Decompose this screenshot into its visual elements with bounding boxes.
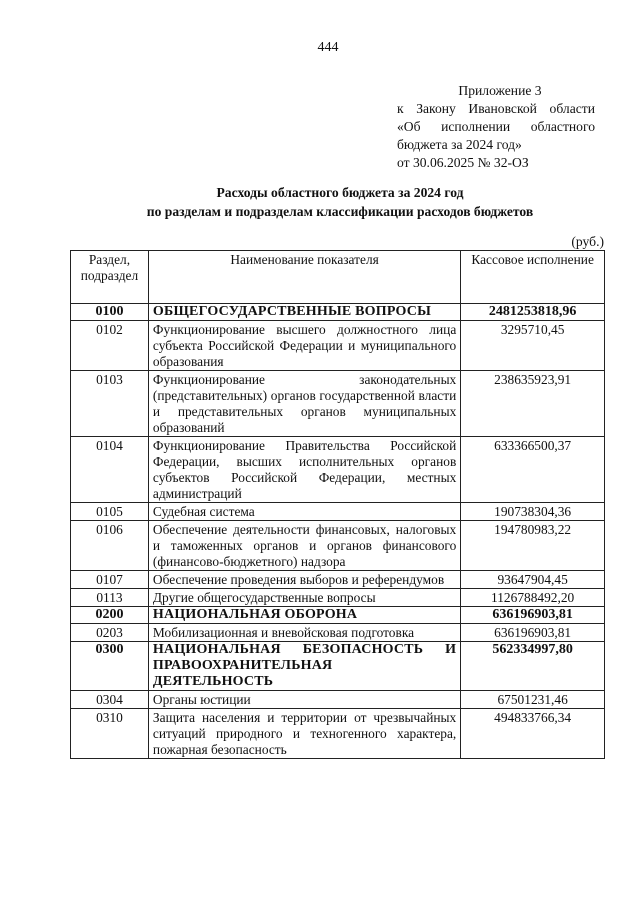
cell-name: Органы юстиции — [148, 691, 460, 709]
table-row — [71, 521, 605, 571]
cell-code: 0100 — [71, 304, 149, 321]
appendix-line: «Об исполнении областного — [397, 119, 595, 134]
table-row — [71, 437, 605, 503]
cell-name: НАЦИОНАЛЬНАЯ ОБОРОНА — [148, 607, 460, 624]
cell-code: 0105 — [71, 503, 149, 521]
page-number: 444 — [317, 40, 339, 55]
cell-name: Функционирование высшего должностного лица субъекта Российской Федерации и муниципального образования — [148, 321, 460, 371]
cell-code: 0203 — [71, 624, 149, 642]
cell-code: 0106 — [71, 521, 149, 571]
cell-amount: 194780983,22 — [461, 521, 605, 571]
table-row — [71, 709, 605, 759]
cell-name: Другие общегосударственные вопросы — [148, 589, 460, 607]
appendix-block — [397, 82, 595, 172]
cell-name: НАЦИОНАЛЬНАЯ БЕЗОПАСНОСТЬ И ПРАВООХРАНИТЕЛЬНАЯ ДЕЯТЕЛЬНОСТЬ — [148, 642, 460, 691]
table-section-row — [71, 642, 605, 691]
table-row — [71, 589, 605, 607]
appendix-line: бюджета за 2024 год» — [397, 137, 522, 152]
cell-amount: 633366500,37 — [461, 437, 605, 503]
cell-code: 0104 — [71, 437, 149, 503]
appendix-line: от 30.06.2025 № 32-ОЗ — [397, 155, 529, 170]
cell-amount: 238635923,91 — [461, 371, 605, 437]
title-line-2: по разделам и подразделам классификации расходов бюджетов — [146, 204, 534, 219]
cell-code: 0113 — [71, 589, 149, 607]
table-row — [71, 624, 605, 642]
cell-name: Обеспечение деятельности финансовых, налоговых и таможенных органов и органов финансового (финансово-бюджетного) надзора — [148, 521, 460, 571]
table-row — [71, 321, 605, 371]
header-name: Наименование показателя — [148, 251, 460, 304]
cell-amount: 1126788492,20 — [461, 589, 605, 607]
header-amount: Кассовое исполнение — [461, 251, 605, 304]
cell-amount: 636196903,81 — [461, 624, 605, 642]
cell-amount: 67501231,46 — [461, 691, 605, 709]
header-code: Раздел, подраздел — [71, 251, 149, 304]
cell-amount: 562334997,80 — [461, 642, 605, 691]
document-title — [60, 183, 620, 221]
unit-label: (руб.) — [571, 234, 604, 249]
cell-code: 0102 — [71, 321, 149, 371]
cell-amount: 93647904,45 — [461, 571, 605, 589]
cell-amount: 190738304,36 — [461, 503, 605, 521]
cell-amount: 494833766,34 — [461, 709, 605, 759]
cell-code: 0103 — [71, 371, 149, 437]
appendix-line: Приложение 3 — [458, 83, 542, 98]
table-header-row — [71, 251, 605, 304]
cell-code: 0200 — [71, 607, 149, 624]
cell-code: 0300 — [71, 642, 149, 691]
cell-name: Обеспечение проведения выборов и референдумов — [148, 571, 460, 589]
table-section-row — [71, 304, 605, 321]
title-line-1: Расходы областного бюджета за 2024 год — [216, 185, 464, 200]
cell-name: Мобилизационная и вневойсковая подготовка — [148, 624, 460, 642]
table-section-row — [71, 607, 605, 624]
cell-name: Судебная система — [148, 503, 460, 521]
table-row — [71, 371, 605, 437]
table-row — [71, 691, 605, 709]
cell-code: 0107 — [71, 571, 149, 589]
cell-name: Функционирование Правительства Российской Федерации, высших исполнительных органов субъектов Российской Федерации, местных администраций — [148, 437, 460, 503]
cell-code: 0304 — [71, 691, 149, 709]
cell-amount: 2481253818,96 — [461, 304, 605, 321]
cell-name: ОБЩЕГОСУДАРСТВЕННЫЕ ВОПРОСЫ — [148, 304, 460, 321]
cell-name: Защита населения и территории от чрезвычайных ситуаций природного и техногенного характера, пожарная безопасность — [148, 709, 460, 759]
table-row — [71, 571, 605, 589]
cell-amount: 3295710,45 — [461, 321, 605, 371]
cell-code: 0310 — [71, 709, 149, 759]
table-row — [71, 503, 605, 521]
appendix-line: к Закону Ивановской области — [397, 101, 595, 116]
expenditure-table — [70, 250, 605, 759]
cell-amount: 636196903,81 — [461, 607, 605, 624]
cell-name: Функционирование законодательных (представительных) органов государственной власти и представительных органов муниципальных образований — [148, 371, 460, 437]
